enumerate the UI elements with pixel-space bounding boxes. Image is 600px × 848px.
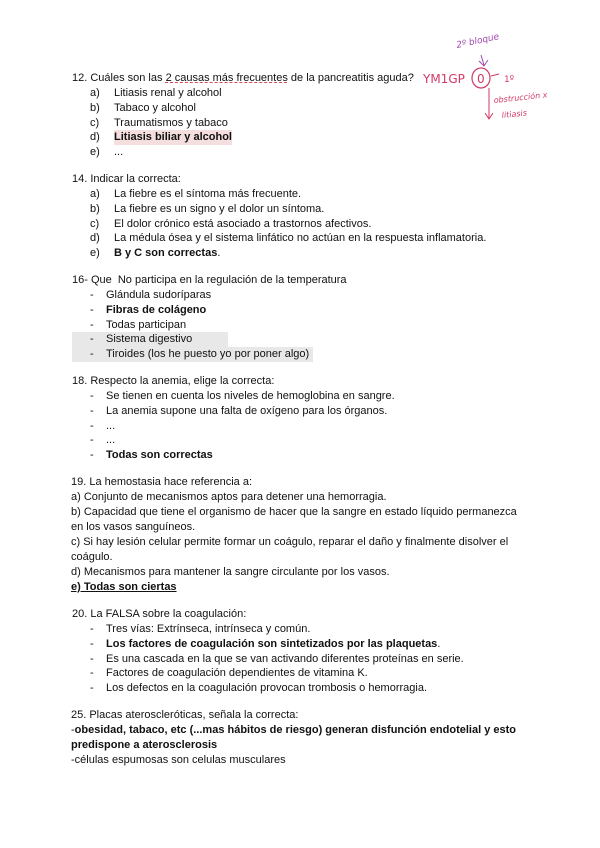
line-bold-text: obesidad, tabaco, etc (...mas hábitos de riesgo) generan disfunción endotelial y esto predispone a aterosclerosis bbox=[71, 723, 516, 751]
annotation-side-line2: litiasis bbox=[501, 108, 528, 120]
option-text: Tiroides (los he puesto yo por poner algo) bbox=[106, 347, 313, 362]
option-marker: - bbox=[90, 389, 94, 402]
option-text-correct: Todas son correctas bbox=[106, 449, 213, 462]
option-marker: d) bbox=[90, 131, 100, 144]
option-text: Se tienen en cuenta los niveles de hemoglobina en sangre. bbox=[106, 389, 395, 402]
question-18-option-2 bbox=[72, 404, 527, 419]
option-text: ... bbox=[106, 434, 116, 447]
option-marker: - bbox=[72, 332, 106, 347]
question-18 bbox=[72, 374, 527, 463]
question-16-option-1 bbox=[72, 288, 527, 303]
option-text: La médula ósea y el sistema linfático no actúan en la respuesta inflamatoria. bbox=[114, 232, 487, 245]
question-19-line-d: d) Mecanismos para mantener la sangre circulante por los vasos. bbox=[71, 565, 390, 578]
option-text: La fiebre es un signo y el dolor un síntoma. bbox=[114, 202, 325, 215]
question-20-option-2 bbox=[72, 637, 527, 652]
annotation-side-line1: obstrucción x bbox=[493, 90, 548, 105]
option-text: Sistema digestivo bbox=[106, 332, 228, 347]
question-16-title: 16- Que No participa en la regulación de la temperatura bbox=[72, 273, 347, 286]
option-marker: b) bbox=[90, 101, 100, 114]
question-19-title: 19. La hemostasia hace referencia a: bbox=[71, 475, 253, 488]
question-20-option-3 bbox=[72, 652, 527, 667]
option-text-suffix: . bbox=[437, 637, 441, 650]
option-marker: - bbox=[90, 667, 94, 680]
question-14-option-a bbox=[72, 187, 527, 202]
question-16-option-2 bbox=[72, 303, 527, 318]
option-text-suffix: . bbox=[217, 247, 221, 260]
option-marker: - bbox=[90, 419, 94, 432]
question-19-line-b: b) Capacidad que tiene el organismo de hacer que la sangre en estado líquido permanezca en los vasos sanguíneos. bbox=[71, 505, 517, 533]
question-14-option-e bbox=[72, 246, 527, 261]
option-marker: c) bbox=[90, 217, 100, 230]
option-marker: - bbox=[90, 434, 94, 447]
question-25-title: 25. Placas ateroscleróticas, señala la correcta: bbox=[71, 708, 299, 721]
question-19-line-a: a) Conjunto de mecanismos aptos para detener una hemorragia. bbox=[71, 490, 387, 503]
option-text: Todas participan bbox=[106, 318, 187, 331]
question-14-title: 14. Indicar la correcta: bbox=[72, 172, 181, 185]
question-18-title: 18. Respecto la anemia, elige la correcta: bbox=[72, 374, 275, 387]
question-12 bbox=[72, 71, 527, 160]
question-12-option-e bbox=[72, 145, 527, 160]
option-text: El dolor crónico está asociado a trastornos afectivos. bbox=[114, 217, 372, 230]
option-marker: c) bbox=[90, 116, 100, 129]
question-25-line-2: -células espumosas son celulas musculares bbox=[71, 753, 286, 766]
question-19-answer: e) Todas son ciertas bbox=[71, 580, 177, 593]
question-25-line-1 bbox=[71, 723, 523, 753]
option-text: Es una cascada en la que se van activando diferentes proteínas en serie. bbox=[106, 652, 464, 665]
question-18-option-1 bbox=[72, 389, 527, 404]
question-19 bbox=[71, 475, 527, 595]
question-19-line-c: c) Si hay lesión celular permite formar un coágulo, reparar el daño y finalmente disolver el coágulo. bbox=[71, 535, 509, 563]
option-text: Tres vías: Extrínseca, intrínseca y común. bbox=[106, 622, 311, 635]
annotation-side-number: 1º bbox=[504, 75, 514, 85]
question-14 bbox=[72, 172, 527, 261]
question-16 bbox=[72, 273, 527, 362]
option-marker: - bbox=[90, 622, 94, 635]
question-12-title bbox=[72, 71, 527, 86]
question-20 bbox=[72, 607, 527, 696]
option-marker: - bbox=[90, 652, 94, 665]
option-marker: d) bbox=[90, 232, 100, 245]
option-text: Los defectos en la coagulación provocan trombosis o hemorragia. bbox=[106, 682, 428, 695]
question-18-option-3 bbox=[72, 419, 527, 434]
option-text-correct: B y C son correctas bbox=[114, 247, 218, 260]
question-12-title-prefix: 12. Cuáles son las bbox=[72, 72, 166, 84]
question-25 bbox=[71, 708, 527, 768]
option-marker: - bbox=[90, 288, 94, 301]
option-marker: a) bbox=[90, 87, 100, 99]
question-16-option-4 bbox=[72, 332, 527, 347]
question-12-option-a bbox=[72, 86, 527, 101]
option-text: ... bbox=[106, 419, 116, 432]
option-text: ... bbox=[114, 146, 124, 159]
option-text: Factores de coagulación dependientes de vitamina K. bbox=[106, 667, 368, 680]
line-prefix: - bbox=[71, 723, 75, 736]
question-14-option-c bbox=[72, 217, 527, 232]
question-16-option-3 bbox=[72, 318, 527, 333]
option-marker: - bbox=[90, 318, 94, 331]
option-marker: - bbox=[90, 637, 94, 650]
option-marker: - bbox=[90, 449, 94, 462]
option-text: La anemia supone una falta de oxígeno para los órganos. bbox=[106, 404, 388, 417]
option-marker: e) bbox=[90, 247, 100, 260]
option-text-correct: Los factores de coagulación son sintetizados por las plaquetas bbox=[106, 637, 438, 650]
question-12-title-underlined: 2 causas más frecuentes bbox=[165, 72, 288, 84]
option-text: Traumatismos y tabaco bbox=[114, 116, 228, 129]
option-text-correct: Litiasis biliar y alcohol bbox=[114, 131, 232, 144]
annotation-code: YM1GP bbox=[423, 72, 465, 86]
option-text: Litiasis renal y alcohol bbox=[114, 87, 222, 99]
question-14-option-d bbox=[72, 231, 527, 246]
question-14-option-b bbox=[72, 202, 527, 217]
question-20-title: 20. La FALSA sobre la coagulación: bbox=[72, 607, 247, 620]
question-12-title-suffix: de la pancreatitis aguda? bbox=[287, 72, 414, 84]
option-marker: - bbox=[90, 682, 94, 695]
question-12-option-d bbox=[72, 130, 527, 145]
annotation-arrow-down bbox=[479, 55, 488, 66]
option-marker: e) bbox=[90, 146, 100, 159]
option-marker: - bbox=[90, 404, 94, 417]
option-text: Tabaco y alcohol bbox=[114, 101, 196, 114]
question-20-option-1 bbox=[72, 622, 527, 637]
option-marker: a) bbox=[90, 187, 100, 200]
annotation-circle-text: 0 bbox=[477, 72, 485, 86]
option-text: Glándula sudoríparas bbox=[106, 288, 212, 301]
question-18-option-4 bbox=[72, 433, 527, 448]
option-marker: - bbox=[72, 347, 106, 362]
question-20-option-4 bbox=[72, 666, 527, 681]
option-marker: b) bbox=[90, 202, 100, 215]
option-text-correct: Fibras de colágeno bbox=[106, 303, 207, 316]
question-12-option-c bbox=[72, 116, 527, 131]
option-marker: - bbox=[90, 303, 94, 316]
question-18-option-5 bbox=[72, 448, 527, 463]
option-text: La fiebre es el síntoma más frecuente. bbox=[114, 187, 302, 200]
question-20-option-5 bbox=[72, 681, 527, 696]
question-16-option-5 bbox=[72, 347, 527, 362]
document-body bbox=[72, 71, 527, 780]
question-12-option-b bbox=[72, 101, 527, 116]
annotation-top-label: 2º bloque bbox=[455, 32, 501, 51]
